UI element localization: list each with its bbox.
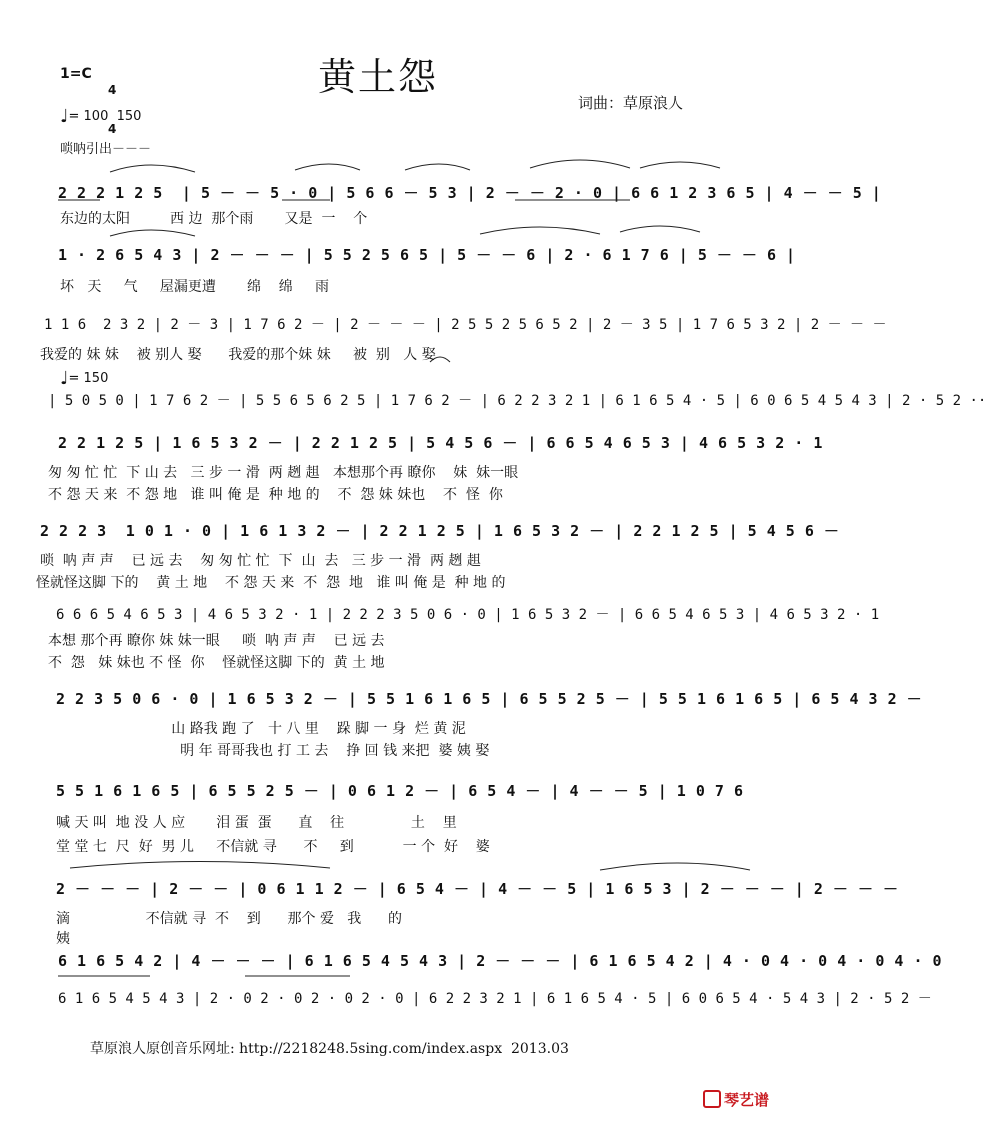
watermark-logo (703, 1089, 769, 1110)
lyrics-line-5-verse-2: 不 怨 天 来 不 怨 地 谁 叫 俺 是 种 地 的 不 怨 妹 妹也 不 怪 你 (48, 487, 503, 503)
tempo-marking (60, 106, 141, 127)
notation-line-1: 2 2 2 1 2 5 | 5 － － 5 · 0 | 5 6 6 － 5 3 | 2 － － 2 · 0 | 6 6 1 2 3 6 5 | 4 － － 5 | (58, 184, 882, 202)
tempo-value: = 100 150 (68, 109, 142, 124)
notation-line-7: 6 6 6 5 4 6 5 3 | 4 6 5 3 2 · 1 | 2 2 2 3 5 0 6 · 0 | 1 6 5 3 2 － | 6 6 5 4 6 5 3 | 4 6 5 3 2 · 1 (56, 607, 880, 623)
lyrics-line-10-verse-2: 姨 (56, 931, 70, 947)
tempo-change-value: = 150 (68, 371, 109, 386)
lyrics-line-8-verse-1: 山 路我 跑 了 十 八 里 跺 脚 一 身 烂 黄 泥 (60, 721, 466, 737)
lyrics-line-6-verse-1: 唢 呐 声 声 已 远 去 匆 匆 忙 忙 下 山 去 三 步 一 滑 两 趔 趄 (40, 553, 481, 569)
notation-line-4: | 5 0 5 0 | 1 7 6 2 － | 5 5 6 5 6 2 5 | 1 7 6 2 － | 6 2 2 3 2 1 | 6 1 6 5 4 · 5 | 6 0 6 5 4 5 4 3 | 2 · 5 2 ·· (48, 393, 986, 409)
quarter-note-icon: ♩ (60, 368, 69, 389)
footer-website-credit: 草原浪人原创音乐网址: http://2218248.5sing.com/index.aspx 2013.03 (90, 1041, 569, 1057)
notation-line-8: 2 2 3 5 0 6 · 0 | 1 6 5 3 2 － | 5 5 1 6 1 6 5 | 6 5 5 2 5 － | 5 5 1 6 1 6 5 | 6 5 4 3 2 － (56, 690, 923, 708)
notation-line-5: 2 2 1 2 5 | 1 6 5 3 2 － | 2 2 1 2 5 | 5 4 5 6 － | 6 6 5 4 6 5 3 | 4 6 5 3 2 · 1 (58, 434, 823, 452)
lyrics-line-10-verse-1: 滴 不信就 寻 不 到 那个 爱 我 的 (56, 911, 403, 927)
lyrics-line-7-verse-1: 本想 那个再 瞭你 妹 妹一眼 唢 呐 声 声 已 远 去 (48, 633, 385, 649)
key-signature: 1=C (60, 66, 92, 82)
notation-line-6: 2 2 2 3 1 0 1 · 0 | 1 6 1 3 2 － | 2 2 1 2 5 | 1 6 5 3 2 － | 2 2 1 2 5 | 5 4 5 6 － (40, 522, 840, 540)
watermark-text: 琴艺谱 (723, 1091, 769, 1109)
tempo-change-marking (60, 368, 108, 389)
quarter-note-icon: ♩ (60, 106, 69, 127)
intro-instruction: 唢呐引出－－－ (60, 142, 152, 157)
time-signature-bottom: 4 (108, 122, 117, 136)
lyrics-line-9-verse-1: 喊 天 叫 地 没 人 应 泪 蛋 蛋 直 往 土 里 (56, 815, 457, 831)
lyrics-line-1: 东边的太阳 西 边 那个雨 又是 一 个 (60, 211, 368, 227)
lyrics-line-9-verse-2: 堂 堂 七 尺 好 男 儿 不信就 寻 不 到 一 个 好 婆 (56, 839, 490, 855)
notation-line-10: 2 － － － | 2 － － | 0 6 1 1 2 － | 6 5 4 － | 4 － － 5 | 1 6 5 3 | 2 － － － | 2 － － － (56, 880, 899, 898)
notation-line-11: 6 1 6 5 4 2 | 4 － － － | 6 1 6 5 4 5 4 3 | 2 － － － | 6 1 6 5 4 2 | 4 · 0 4 · 0 4 · 0 4 · 0 (58, 952, 943, 970)
notation-line-2: 1 · 2 6 5 4 3 | 2 － － － | 5 5 2 5 6 5 | 5 － － 6 | 2 · 6 1 7 6 | 5 － － 6 | (58, 246, 796, 264)
time-signature-top: 4 (108, 83, 117, 97)
notation-line-12: 6 1 6 5 4 5 4 3 | 2 · 0 2 · 0 2 · 0 2 · 0 | 6 2 2 3 2 1 | 6 1 6 5 4 · 5 | 6 0 6 5 4 · 5 4 3 | 2 · 5 2 － (58, 991, 932, 1007)
notation-line-3: 1 1 6 2 3 2 | 2 － 3 | 1 7 6 2 － | 2 － － － | 2 5 5 2 5 6 5 2 | 2 － 3 5 | 1 7 6 5 3 2 | 2 － － － (44, 317, 887, 333)
lyricist-composer-credit: 词曲：草原浪人 (578, 94, 684, 112)
lyrics-line-7-verse-2: 不 怨 妹 妹也 不 怪 你 怪就怪这脚 下的 黄 土 地 (48, 655, 385, 671)
lyrics-line-3: 我爱的 妹 妹 被 别人 娶 我爱的那个妹 妹 被 别 人 娶 (40, 347, 436, 363)
lyrics-line-6-verse-2: 怪就怪这脚 下的 黄 土 地 不 怨 天 来 不 怨 地 谁 叫 俺 是 种 地 的 (36, 575, 506, 591)
lyrics-line-2: 坏 天 气 屋漏更遭 绵 绵 雨 (60, 279, 330, 295)
lyrics-line-8-verse-2: 明 年 哥哥我也 打 工 去 挣 回 钱 来把 婆 姨 娶 (60, 743, 490, 759)
song-title: 黄土怨 (318, 55, 439, 99)
lyrics-line-5-verse-1: 匆 匆 忙 忙 下 山 去 三 步 一 滑 两 趔 趄 本想那个再 瞭你 妹 妹一眼 (48, 465, 519, 481)
time-signature (108, 58, 116, 149)
notation-line-9: 5 5 1 6 1 6 5 | 6 5 5 2 5 － | 0 6 1 2 － | 6 5 4 － | 4 － － 5 | 1 0 7 6 (56, 782, 744, 800)
qinyipu-logo-icon (703, 1090, 721, 1108)
